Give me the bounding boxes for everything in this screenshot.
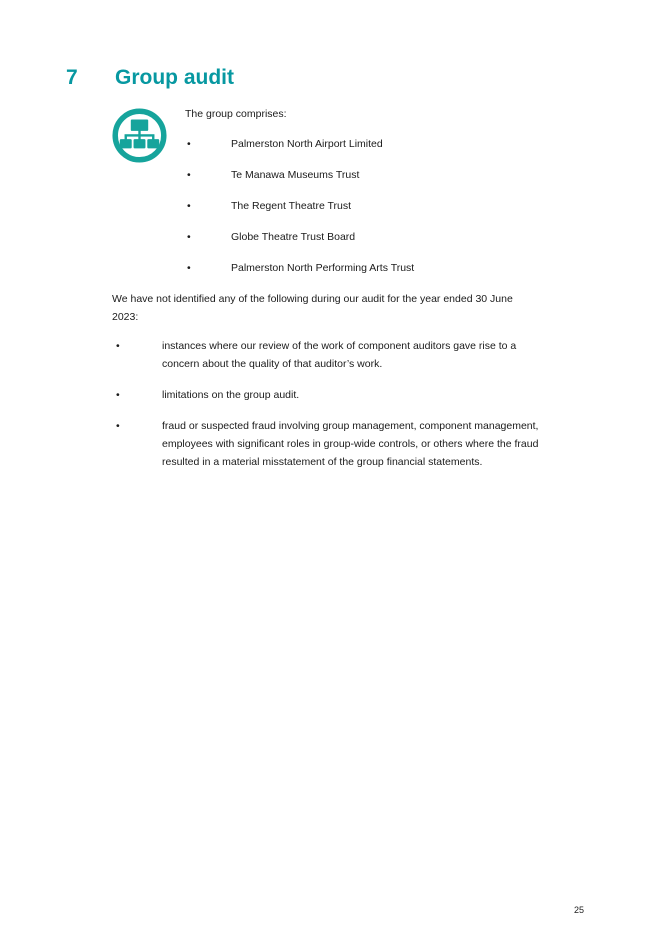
findings-intro-line: We have not identified any of the following during our audit for the year ended 30 June [112,293,513,305]
findings-section [112,290,587,471]
org-chart-icon [112,108,167,163]
bullet-marker: • [187,231,191,243]
bullet-marker: • [116,340,120,352]
group-intro: The group comprises: [185,108,287,120]
finding-line: resulted in a material misstatement of the group financial statements. [162,456,483,468]
list-item [112,386,587,404]
page-number: 25 [573,905,584,915]
bullet-marker: • [116,389,120,401]
group-text-column [185,105,580,277]
entity-name: Palmerston North Performing Arts Trust [231,262,415,274]
finding-line: instances where our review of the work of component auditors gave rise to a [162,340,517,352]
entity-name: The Regent Theatre Trust [231,200,352,212]
list-item [185,197,580,215]
finding-text [162,337,516,373]
finding-line: limitations on the group audit. [162,389,300,401]
finding-line: concern about the quality of that auditor’s work. [162,358,383,370]
entity-name: Palmerston North Airport Limited [231,138,383,150]
finding-line: fraud or suspected fraud involving group management, component management, [162,420,539,432]
group-entity-list [185,135,580,277]
page-title: Group audit [115,66,234,89]
entity-name: Globe Theatre Trust Board [231,231,356,243]
findings-intro-line: 2023: [112,311,139,323]
bullet-marker: • [187,200,191,212]
entity-name: Te Manawa Museums Trust [231,169,360,181]
findings-list [112,337,587,471]
list-item [185,228,580,246]
section-heading [66,0,645,91]
list-item [112,417,587,471]
list-item [185,166,580,184]
bullet-marker: • [116,420,120,432]
finding-text [162,417,538,471]
bullet-marker: • [187,262,191,274]
bullet-marker: • [187,169,191,181]
finding-line: employees with significant roles in group-wide controls, or others where the fraud [162,438,539,450]
finding-text [162,386,299,404]
section-number: 7 [66,66,78,89]
group-section [112,105,580,277]
list-item [185,135,580,153]
findings-intro [112,290,587,326]
list-item [185,259,580,277]
list-item [112,337,587,373]
bullet-marker: • [187,138,191,150]
